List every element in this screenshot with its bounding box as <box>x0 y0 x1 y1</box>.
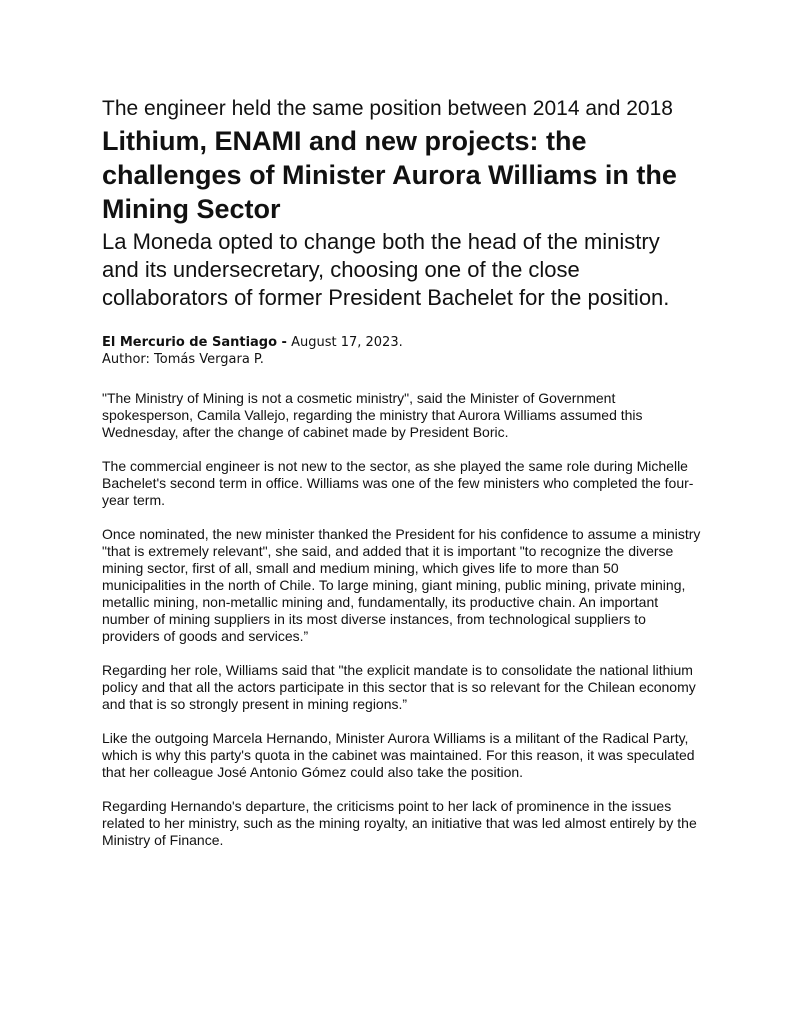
article-paragraph: The commercial engineer is not new to the sector, as she played the same role during Michelle Bachelet's second term in office. Williams was one of the few ministers who completed the four-year term. <box>102 458 694 508</box>
article-source: El Mercurio de Santiago - <box>102 335 287 350</box>
article-kicker: The engineer held the same position between 2014 and 2018 <box>102 97 673 120</box>
article-body <box>102 390 702 849</box>
byline-source-line <box>102 334 702 351</box>
article-subhead: La Moneda opted to change both the head of the ministry and its undersecretary, choosing one of the close collaborators of former President Bachelet for the position. <box>102 229 670 310</box>
article-paragraph: Once nominated, the new minister thanked the President for his confidence to assume a ministry "that is extremely relevant", she said, and added that it is important "to recognize the diverse mining sector, first of all, small and medium mining, which gives life to more than 50 municipalities in the north of Chile. To large mining, giant mining, public mining, private mining, metallic mining, non-metallic mining and, fundamentally, its productive chain. An important number of mining suppliers in its most diverse instances, from technological suppliers to providers of goods and services.” <box>102 526 701 644</box>
article-paragraph: Like the outgoing Marcela Hernando, Minister Aurora Williams is a militant of the Radical Party, which is why this party's quota in the cabinet was maintained. For this reason, it was speculated that her colleague José Antonio Gómez could also take the position. <box>102 730 695 780</box>
article-headline: Lithium, ENAMI and new projects: the challenges of Minister Aurora Williams in the Mining Sector <box>102 126 677 224</box>
article-author: Author: Tomás Vergara P. <box>102 352 264 367</box>
article-date: August 17, 2023. <box>286 335 403 350</box>
article-paragraph: Regarding her role, Williams said that "the explicit mandate is to consolidate the national lithium policy and that all the actors participate in this sector that is so relevant for the Chilean economy and that is so strongly present in mining regions.” <box>102 662 696 712</box>
article-meta <box>102 334 702 368</box>
article-paragraph: "The Ministry of Mining is not a cosmetic ministry", said the Minister of Government spokesperson, Camila Vallejo, regarding the ministry that Aurora Williams assumed this Wednesday, after the change of cabinet made by President Boric. <box>102 390 643 440</box>
article-paragraph: Regarding Hernando's departure, the criticisms point to her lack of prominence in the issues related to her ministry, such as the mining royalty, an initiative that was led almost entirely by the Ministry of Finance. <box>102 798 697 848</box>
article-page <box>102 96 702 866</box>
